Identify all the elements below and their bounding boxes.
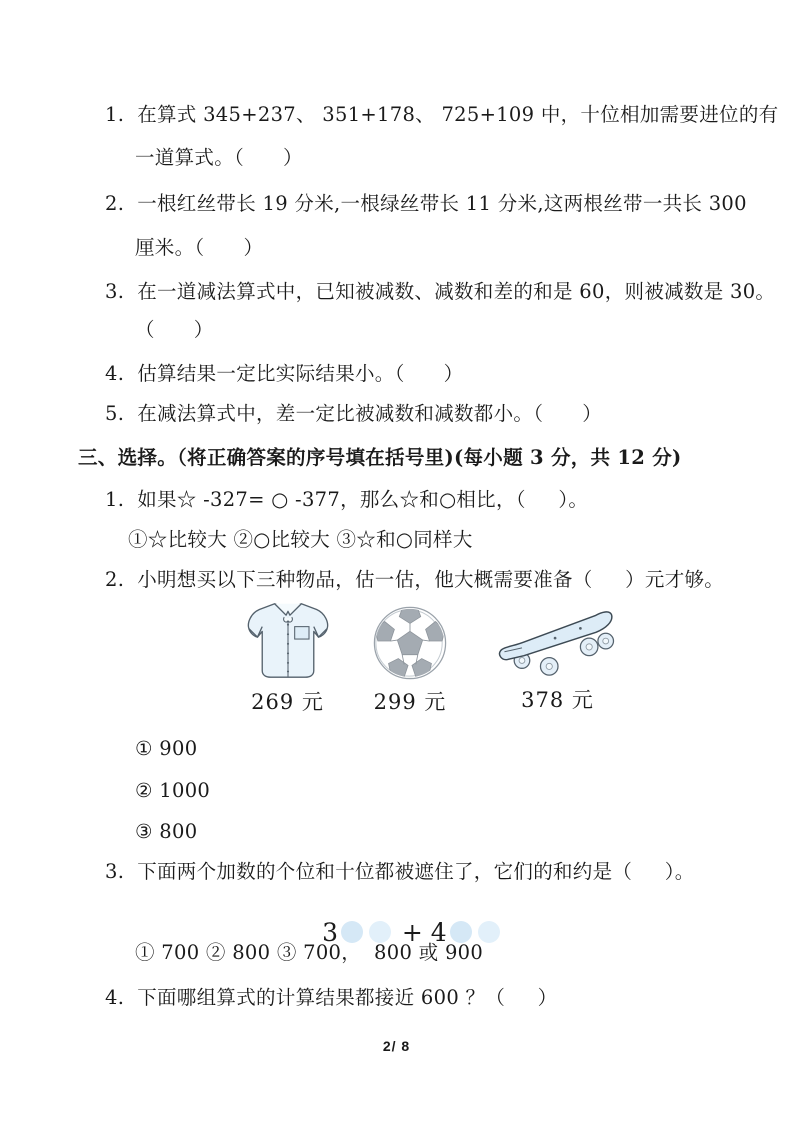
choice-q2-option-1: ① 900 [135,737,198,760]
judge-q3-line1: 3. 在一道减法算式中，已知被减数、减数和差的和是 60，则被减数是 30。 [105,280,776,303]
covered-digit-dot [478,921,500,943]
choice-section-header: 三、选择。（将正确答案的序号填在括号里)(每小题 3 分，共 12 分) [78,446,682,469]
judge-q2-line1: 2. 一根红丝带长 19 分米,一根绿丝带长 11 分米,这两根丝带一共长 300 [105,192,747,215]
item-soccer-ball [355,602,465,716]
covered-digit-dot [341,921,363,943]
item-skateboard [490,606,625,714]
judge-q5: 5. 在减法算式中，差一定比被减数和减数都小。（ ） [105,402,603,425]
choice-q2-option-3: ③ 800 [135,820,198,843]
skateboard-price: 378 元 [521,688,594,712]
page-number: 2/ 8 [382,1038,411,1054]
judge-q1-line2: 一道算式。（ ） [135,146,303,169]
choice-q4: 4. 下面哪组算式的计算结果都接近 600 ？（ ） [105,986,558,1009]
judge-q4: 4. 估算结果一定比实际结果小。（ ） [105,362,464,385]
addend1-hundreds-digit: 3 [322,918,338,947]
plus-and-addend2-hundreds-digit: + 4 [393,918,447,947]
soccer-ball-image [371,602,449,682]
shirt-price: 269 元 [251,690,324,714]
judge-q2-line2: 厘米。（ ） [135,236,264,259]
covered-digit-dot [369,921,391,943]
judge-q3-line2: （ ） [135,318,214,341]
soccer-ball-price: 299 元 [373,690,447,714]
choice-q3-options: ① 700 ② 800 ③ 700， 800 或 900 [135,941,484,964]
choice-q2: 2. 小明想买以下三种物品，估一估，他大概需要准备（ ）元才够。 [105,568,725,591]
covered-digit-dot [450,921,472,943]
skateboard-image [494,606,622,680]
judge-q1-line1: 1. 在算式 345+237、 351+178、 725+109 中，十位相加需要进位的有 [105,103,779,126]
choice-q3: 3. 下面两个加数的个位和十位都被遮住了，它们的和约是（ ）。 [105,860,695,883]
shirt-image [240,598,336,682]
item-shirt [220,598,355,716]
choice-q1: 1. 如果☆ -327= ○ -377，那么☆和○相比，（ ）。 [105,488,589,511]
choice-q2-option-2: ② 1000 [135,779,211,802]
choice-q1-options: ①☆比较大 ②○比较大 ③☆和○同样大 [128,528,473,551]
